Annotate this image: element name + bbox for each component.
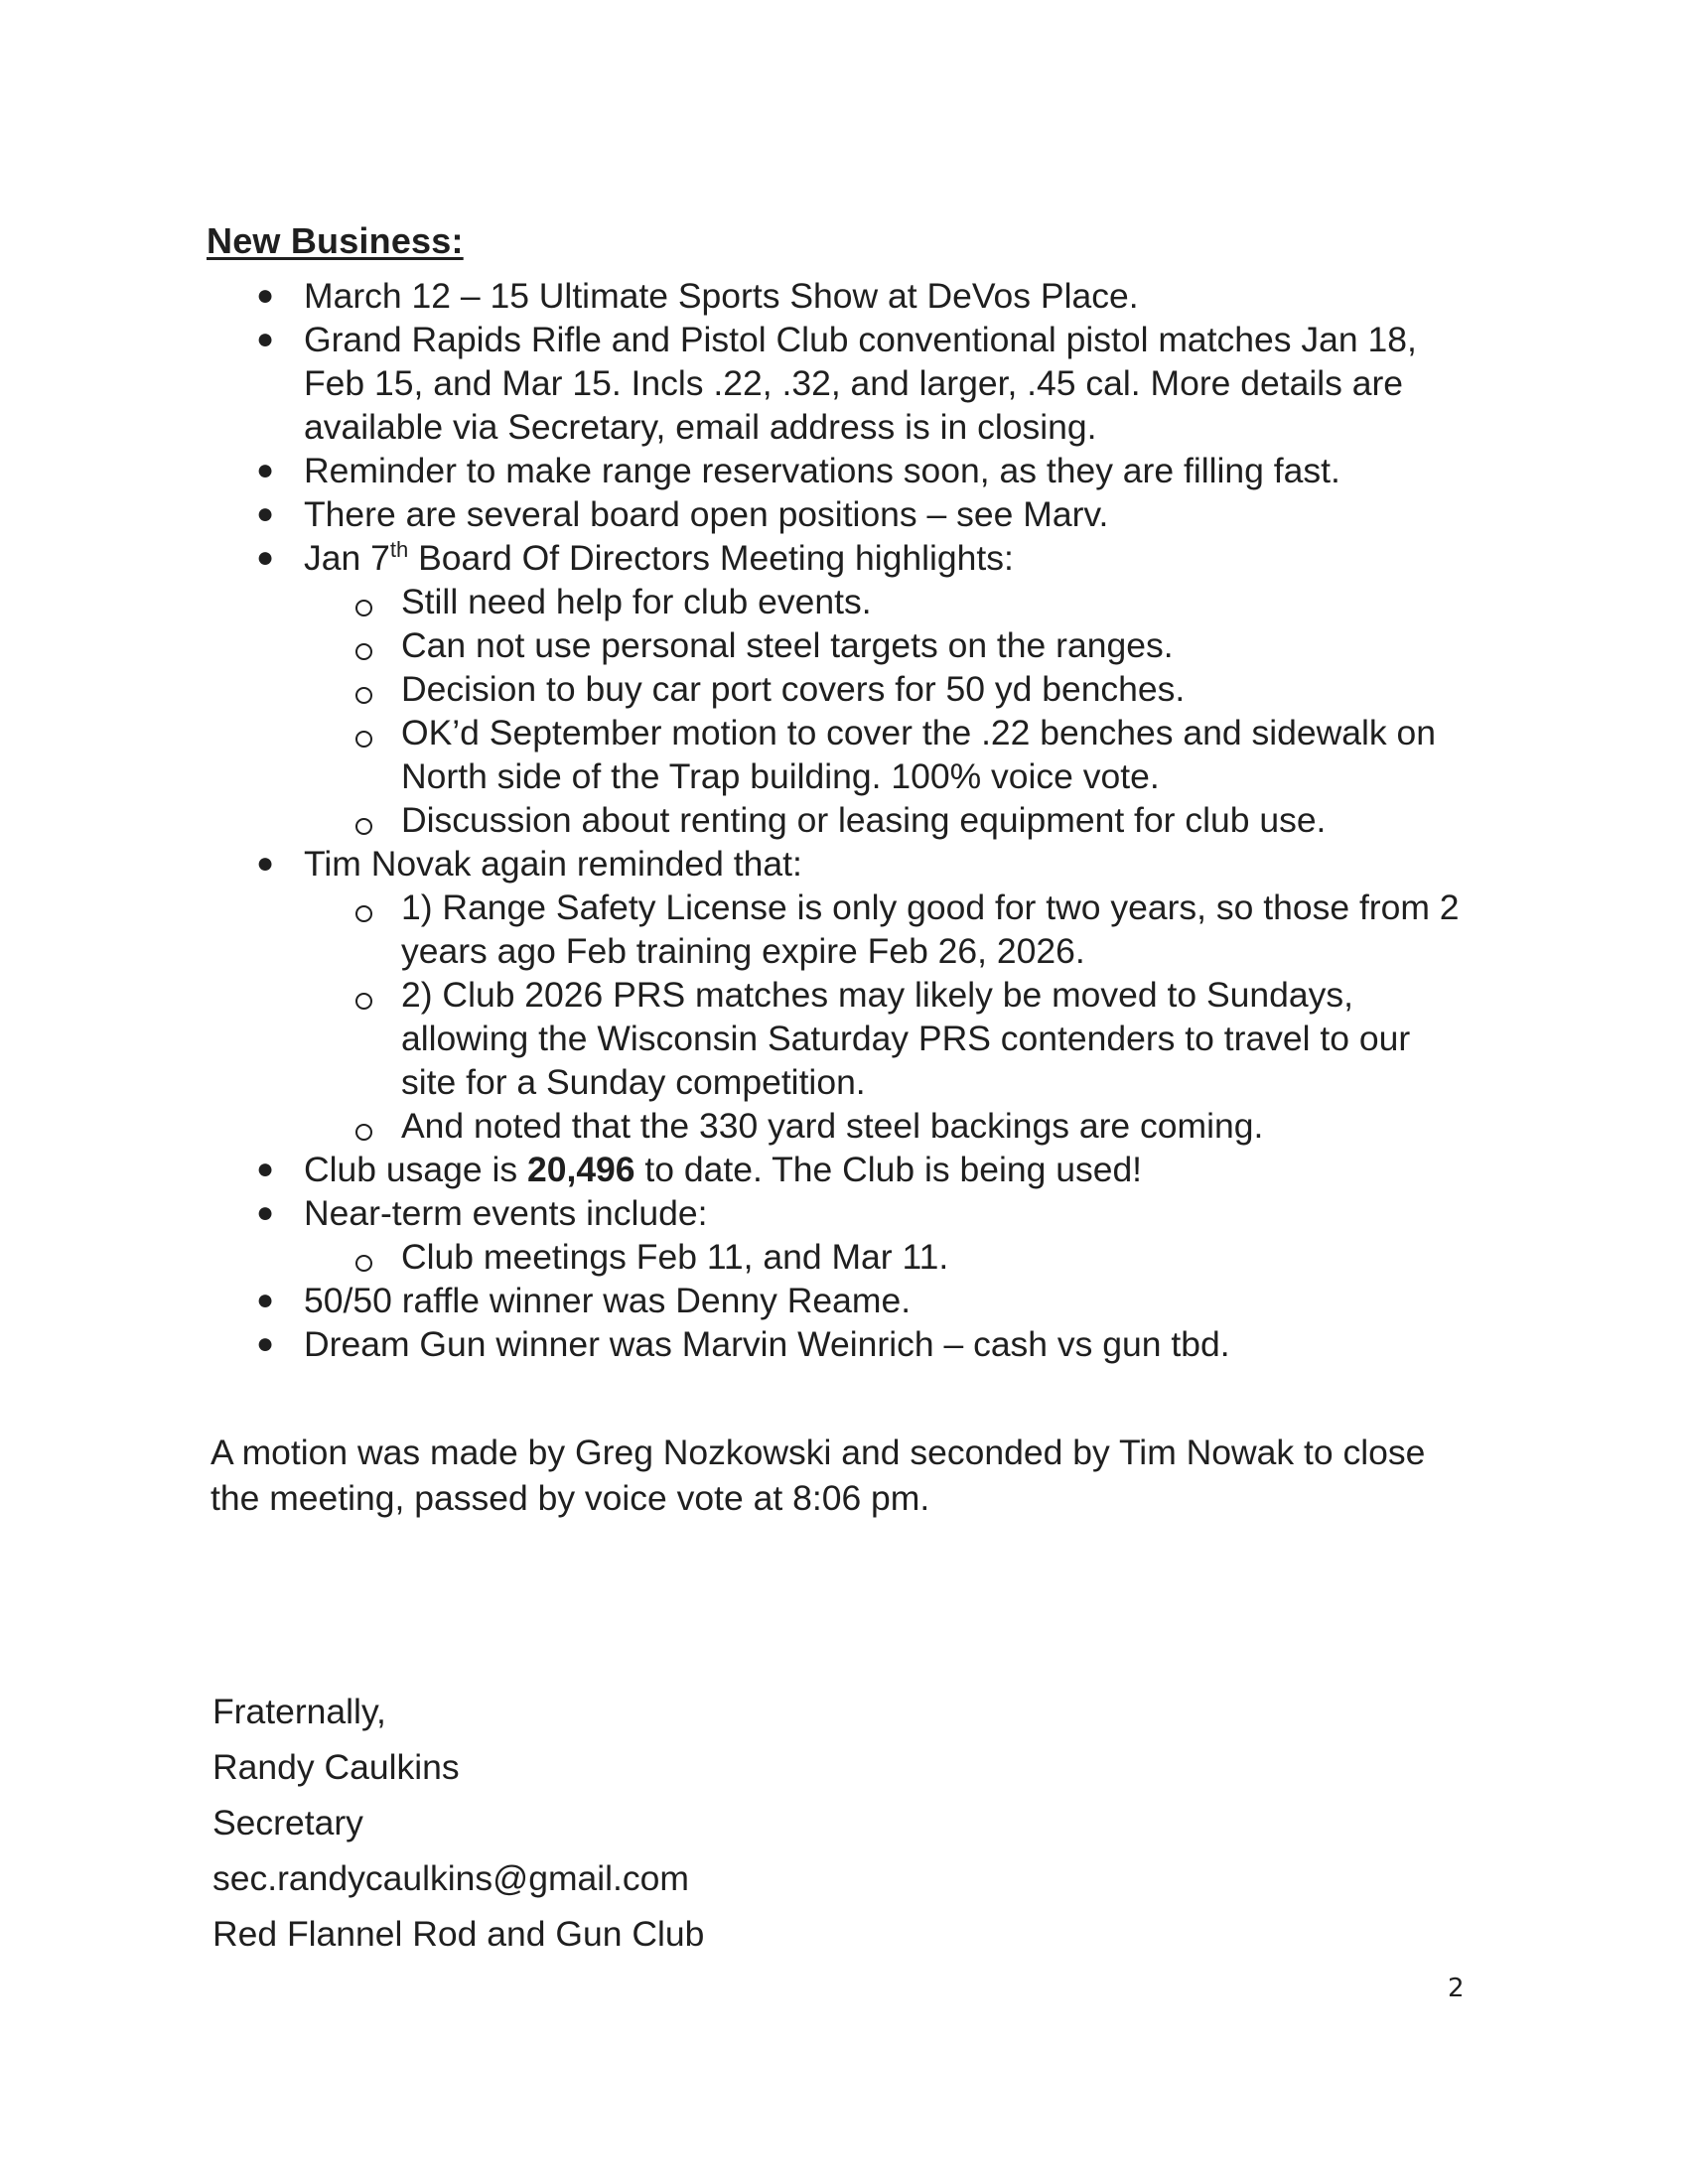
list-item-text: Dream Gun winner was Marvin Weinrich – cash vs gun tbd. xyxy=(304,1324,1230,1364)
signer-email: sec.randycaulkins@gmail.com xyxy=(212,1858,689,1898)
circle-bullet-icon xyxy=(355,1255,372,1272)
sub-list-item xyxy=(0,1104,1474,1148)
sub-list-item-text: 2) Club 2026 PRS matches may likely be moved to Sundays, allowing the Wisconsin Saturday PRS contenders to travel to our site for a Sunday competition. xyxy=(401,975,1411,1102)
list-item-text: March 12 – 15 Ultimate Sports Show at DeVos Place. xyxy=(304,276,1139,316)
list-item-text: There are several board open positions – see Marv. xyxy=(304,494,1109,534)
circle-bullet-icon xyxy=(355,818,372,835)
bullet-icon: ● xyxy=(256,454,275,486)
bullet-icon: ● xyxy=(256,847,275,880)
bullet-icon: ● xyxy=(256,1327,275,1360)
closing-paragraph: A motion was made by Greg Nozkowski and seconded by Tim Nowak to close the meeting, passed by voice vote at 8:06 pm. xyxy=(211,1433,1426,1518)
circle-bullet-icon xyxy=(355,687,372,704)
bullet-icon: ● xyxy=(256,323,275,355)
list-item xyxy=(0,449,1476,492)
list-item-text: Jan 7th Board Of Directors Meeting highlights: xyxy=(304,537,1014,578)
bullet-icon: ● xyxy=(256,1196,275,1229)
page-number: 2 xyxy=(1448,1974,1465,2003)
signer-name: Randy Caulkins xyxy=(212,1747,460,1787)
sub-list-item-text: 1) Range Safety License is only good for two years, so those from 2 years ago Feb training expire Feb 26, 2026. xyxy=(401,887,1460,971)
list-item xyxy=(0,842,1476,886)
list-item xyxy=(0,274,1476,318)
circle-bullet-icon xyxy=(355,905,372,922)
list-item-text: Tim Novak again reminded that: xyxy=(304,844,802,884)
list-item-text: Club usage is 20,496 to date. The Club is being used! xyxy=(304,1150,1143,1189)
sub-list-item-text: Club meetings Feb 11, and Mar 11. xyxy=(401,1237,949,1277)
list-item xyxy=(0,1279,1476,1322)
list-item xyxy=(0,1322,1476,1366)
sub-list-item-text: OK’d September motion to cover the .22 benches and sidewalk on North side of the Trap building. 100% voice vote. xyxy=(401,713,1436,796)
section-heading: New Business: xyxy=(207,220,464,261)
bullet-icon: ● xyxy=(256,541,275,574)
sub-list-item xyxy=(0,667,1474,711)
list-item-text: 50/50 raffle winner was Denny Reame. xyxy=(304,1281,912,1320)
sub-list-item-text: And noted that the 330 yard steel backings are coming. xyxy=(401,1106,1264,1146)
salutation: Fraternally, xyxy=(212,1692,386,1731)
new-business-list xyxy=(0,274,1688,1366)
list-item-text: Near-term events include: xyxy=(304,1193,708,1233)
sub-list-item xyxy=(0,623,1474,667)
list-item-text: Reminder to make range reservations soon, as they are filling fast. xyxy=(304,451,1340,490)
list-item xyxy=(0,1148,1476,1191)
circle-bullet-icon xyxy=(355,643,372,660)
sub-list-item xyxy=(0,973,1474,1104)
sub-list-item xyxy=(0,580,1474,623)
sub-list-item xyxy=(0,798,1474,842)
bullet-icon: ● xyxy=(256,1284,275,1316)
sub-list-item-text: Decision to buy car port covers for 50 yd benches. xyxy=(401,669,1186,709)
sub-list-item xyxy=(0,886,1474,973)
sub-list-item xyxy=(0,1235,1474,1279)
circle-bullet-icon xyxy=(355,600,372,616)
list-item xyxy=(0,318,1476,449)
sub-list-item xyxy=(0,711,1474,798)
list-item-text: Grand Rapids Rifle and Pistol Club conventional pistol matches Jan 18, Feb 15, and Mar 15. Incls .22, .32, and larger, .45 cal. More details are available via Secretary, email address is in closing. xyxy=(304,320,1417,447)
list-item xyxy=(0,1191,1476,1235)
circle-bullet-icon xyxy=(355,1124,372,1141)
sub-list-item-text: Discussion about renting or leasing equipment for club use. xyxy=(401,800,1327,840)
club-usage-count: 20,496 xyxy=(526,1150,635,1189)
bullet-icon: ● xyxy=(256,279,275,312)
bullet-icon: ● xyxy=(256,497,275,530)
signature-block xyxy=(212,1684,704,1962)
list-item xyxy=(0,536,1476,580)
organization-name: Red Flannel Rod and Gun Club xyxy=(212,1914,705,1954)
signer-title: Secretary xyxy=(212,1803,363,1843)
bullet-icon: ● xyxy=(256,1153,275,1185)
circle-bullet-icon xyxy=(355,731,372,748)
sub-list-item-text: Still need help for club events. xyxy=(401,582,872,621)
circle-bullet-icon xyxy=(355,993,372,1010)
list-item xyxy=(0,492,1476,536)
sub-list-item-text: Can not use personal steel targets on the ranges. xyxy=(401,625,1174,665)
